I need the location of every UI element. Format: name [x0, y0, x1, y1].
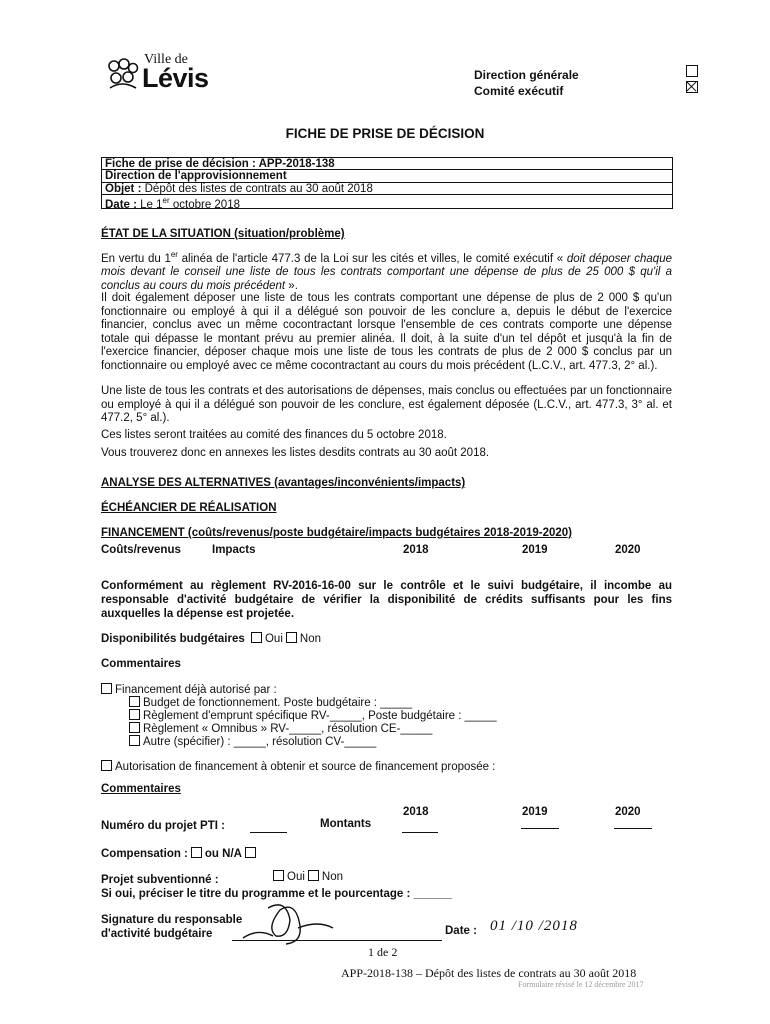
info-row-objet [102, 183, 672, 195]
analyse-heading: ANALYSE DES ALTERNATIVES (avantages/inconvénients/impacts) [101, 477, 466, 489]
date-value-pre: Le 1 [136, 199, 163, 211]
echeancier-heading: ÉCHÉANCIER DE RÉALISATION [101, 502, 277, 514]
reglement-paragraph: Conformément au règlement RV-2016-16-00 sur le contrôle et le suivi budgétaire, il incombe au responsable d'activité budgétaire de vérifier la disponibilité de crédits suffisants pour les fins auxquelles la dépense est projetée. [101, 580, 672, 620]
subventionne-label: Projet subventionné : [101, 874, 219, 886]
financement-heading: FINANCEMENT (coûts/revenus/poste budgétaire/impacts budgétaires 2018-2019-2020) [101, 527, 573, 539]
footer-revision: Formulaire révisé le 12 décembre 2017 [518, 980, 644, 989]
objet-value: Dépôt des listes de contrats au 30 août 2018 [141, 182, 373, 195]
option-omnibus-checkbox[interactable] [129, 722, 140, 733]
p1-b: alinéa de l'article 477.3 de la Loi sur les cités et villes, le comité exécutif « [177, 252, 567, 265]
option-budget [126, 696, 412, 709]
recipient-comite-executif: Comité exécutif [474, 84, 564, 98]
compensation-na-label: ou N/A [204, 848, 242, 860]
option-budget-checkbox[interactable] [129, 696, 140, 707]
option-emprunt-checkbox[interactable] [129, 709, 140, 720]
pti-2019: 2019 [522, 806, 548, 818]
col-impacts: Impacts [212, 544, 256, 556]
handwritten-signature [238, 898, 358, 948]
subventionne-oui-checkbox[interactable] [273, 870, 284, 881]
dispo-oui-checkbox[interactable] [251, 632, 262, 643]
p1-sup: er [170, 250, 178, 259]
p1-c: ». [285, 280, 298, 293]
page-title: FICHE DE PRISE DE DÉCISION [285, 126, 485, 141]
p1-a: En vertu du 1 [101, 252, 171, 265]
footer-reference: APP-2018-138 – Dépôt des listes de contrats au 30 août 2018 [341, 966, 637, 980]
info-table [101, 157, 673, 209]
option-budget-label: Budget de fonctionnement. Poste budgétaire : _____ [143, 697, 413, 709]
subventionne-non-label: Non [321, 871, 344, 883]
fleur-de-lys-icon [104, 56, 142, 94]
dispo-non-checkbox[interactable] [286, 632, 297, 643]
option-autre-checkbox[interactable] [129, 735, 140, 746]
dispo-non-label: Non [299, 633, 321, 645]
pti-2020: 2020 [615, 806, 641, 818]
option-emprunt [126, 709, 497, 722]
pti-input-line[interactable] [250, 832, 287, 833]
p1-italic: doit déposer chaque mois devant le conseil une liste de tous les contrats comportant une dépense de plus de 25 000 $ qu'il a conclus au cours du mois précédent [101, 252, 672, 293]
etat-paragraph-5: Vous trouverez donc en annexes les listes desdits contrats au 30 août 2018. [101, 447, 490, 459]
checkbox-comite-executif-checked[interactable] [686, 81, 698, 93]
etat-paragraph-2: Il doit également déposer une liste de tous les contrats comportant une dépense de plus de 2 000 $ qu'un fonctionnaire ou employé à qui il a délégué son pouvoir de les conclure a, depuis le début de l'exercice financier, conclus avec un même cocontractant lorsque l'ensemble de ces contrats comporte une dépense totale qui dépasse le montant prévu au premier alinéa. Il doit, à la suite d'un tel dépôt et jusqu'à la fin de l'exercice financier, déposer chaque mois une liste de tous les contrats de plus de 2 000 $ conclus par un fonctionnaire ou employé avec ce même cocontractant au cours du mois précédent (L.C.V., art. 477.3, 2° al.). [101, 292, 672, 372]
option-emprunt-label: Règlement d'emprunt spécifique RV-_____, Poste budgétaire : _____ [143, 710, 497, 722]
compensation-na-checkbox[interactable] [245, 847, 256, 858]
pti-label: Numéro du projet PTI : [101, 820, 225, 832]
info-row-direction: Direction de l'approvisionnement [102, 170, 672, 182]
compensation-label: Compensation : [101, 848, 188, 860]
compensation-checkbox[interactable] [191, 847, 202, 858]
option-autre-label: Autre (spécifier) : _____, résolution CV-_____ [143, 736, 377, 748]
financement-autorise-row [101, 683, 277, 696]
col-2019: 2019 [522, 544, 548, 556]
compensation-row [101, 847, 259, 860]
pti-2018: 2018 [403, 806, 429, 818]
montants-label: Montants [320, 818, 372, 830]
info-row-date [102, 195, 672, 211]
checkbox-direction-generale[interactable] [686, 65, 698, 77]
col-2018: 2018 [403, 544, 429, 556]
recipient-direction-generale: Direction générale [474, 68, 579, 82]
autorisation-obtenir-checkbox[interactable] [101, 760, 112, 771]
subventionne-non-checkbox[interactable] [308, 870, 319, 881]
montant-2019-line[interactable] [521, 828, 559, 829]
option-omnibus-label: Règlement « Omnibus » RV-_____, résolution CE-_____ [143, 723, 433, 735]
disponibilites-row [101, 632, 321, 645]
autorisation-obtenir-label: Autorisation de financement à obtenir et source de financement proposée : [115, 761, 496, 773]
date-value-post: octobre 2018 [169, 199, 240, 211]
signature-date-label: Date : [445, 925, 477, 937]
subventionne-oui-label: Oui [287, 871, 305, 883]
montant-2020-line[interactable] [614, 828, 652, 829]
signature-label-2: d'activité budgétaire [101, 928, 213, 940]
etat-paragraph-4: Ces listes seront traitées au comité des finances du 5 octobre 2018. [101, 429, 447, 441]
logo-small-text: Ville de [144, 52, 188, 67]
info-row-fiche: Fiche de prise de décision : APP-2018-138 [102, 158, 672, 170]
date-value-sup: er [162, 196, 170, 206]
commentaires2-label: Commentaires [101, 783, 181, 795]
page-number: 1 de 2 [368, 945, 398, 959]
etat-paragraph-3: Une liste de tous les contrats et des autorisations de dépenses, mais conclus ou effectuées par un fonctionnaire ou employé à qui il a délégué son pouvoir de les conclure, est également déposée (L.C.V., art. 477.3, 3° al. et 477.2, 5° al.). [101, 385, 672, 425]
autorisation-obtenir-row [101, 760, 495, 773]
disponibilites-label: Disponibilités budgétaires [101, 633, 245, 645]
montant-2018-line[interactable] [402, 832, 438, 833]
subventionne-options [270, 870, 343, 883]
financement-autorise-label: Financement déjà autorisé par : [115, 684, 277, 696]
etat-paragraph-1 [101, 248, 672, 294]
signature-date-handwritten: 01 /10 /2018 [490, 918, 578, 934]
col-2020: 2020 [615, 544, 641, 556]
objet-label: Objet : [105, 182, 142, 195]
commentaires-label: Commentaires [101, 658, 181, 670]
date-label: Date : [105, 199, 137, 211]
logo [104, 52, 224, 96]
signature-label-1: Signature du responsable [101, 914, 243, 926]
logo-large-text: Lévis [142, 63, 209, 93]
col-couts-revenus: Coûts/revenus [101, 544, 181, 556]
si-oui-label: Si oui, préciser le titre du programme et le pourcentage : ______ [101, 888, 452, 900]
etat-heading: ÉTAT DE LA SITUATION (situation/problème) [101, 228, 345, 240]
option-omnibus [126, 722, 432, 735]
option-autre [126, 735, 376, 748]
dispo-oui-label: Oui [264, 633, 283, 645]
financement-autorise-checkbox[interactable] [101, 683, 112, 694]
